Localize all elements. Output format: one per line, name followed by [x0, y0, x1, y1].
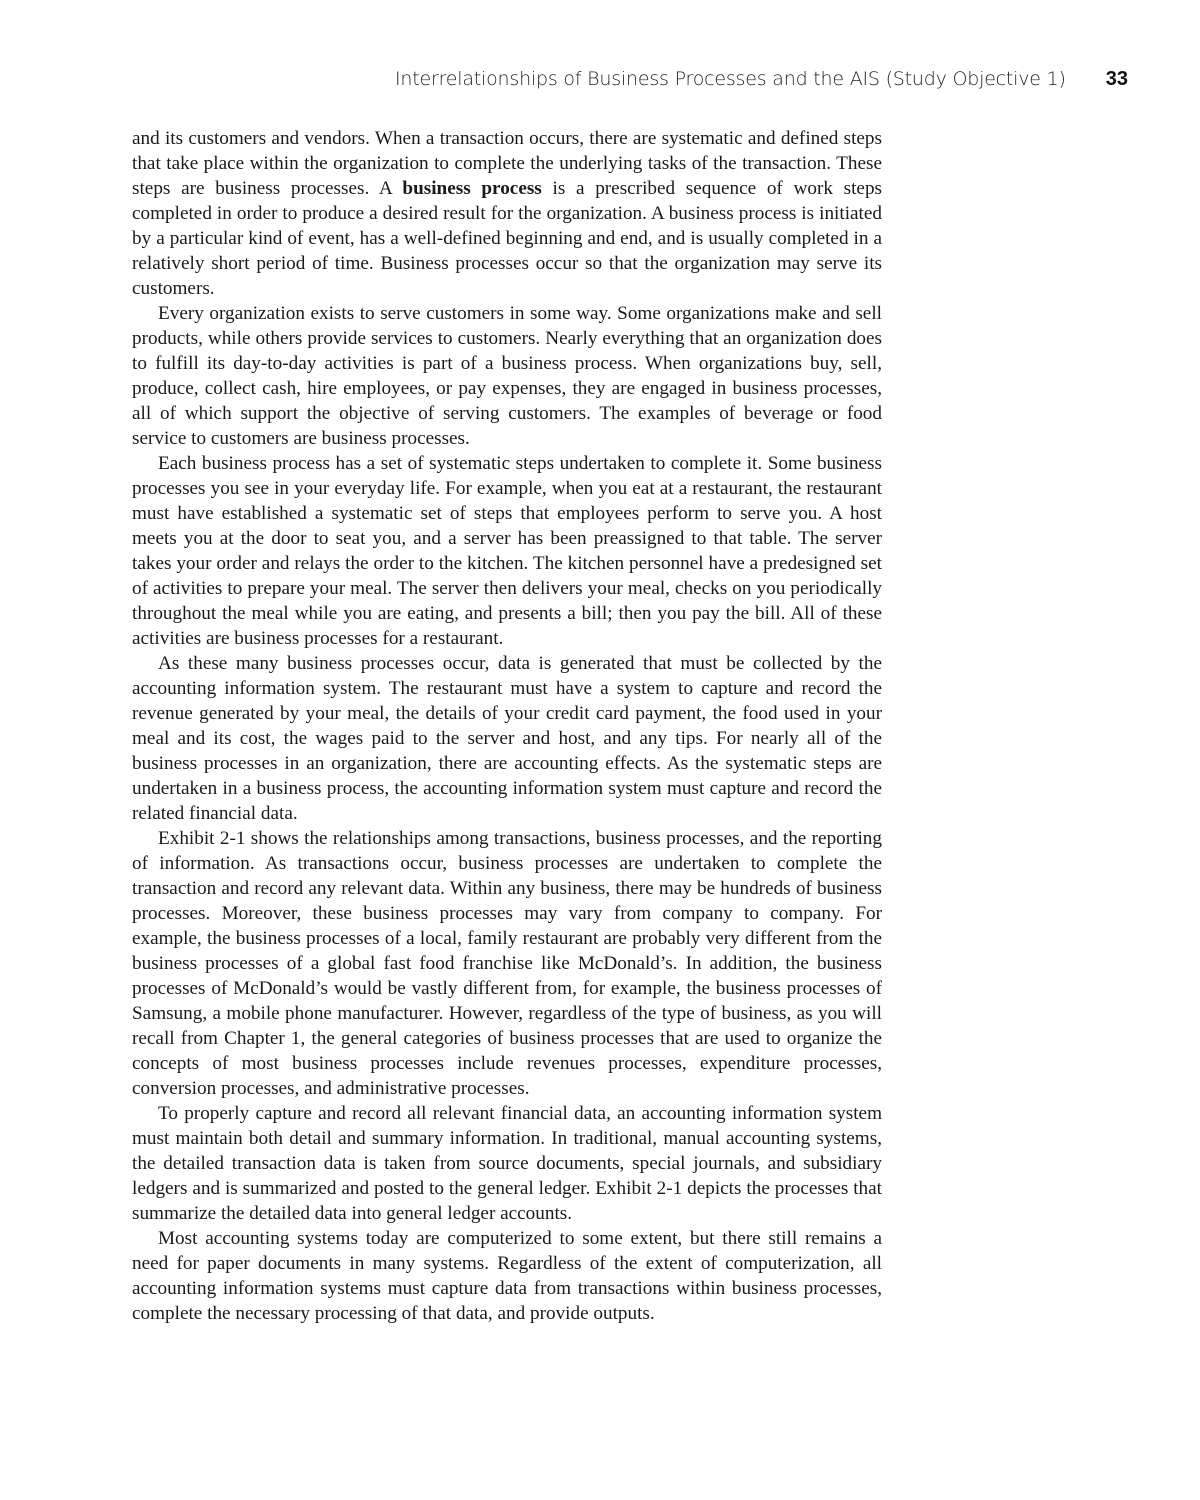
- running-header: [394, 68, 1128, 100]
- paragraph-7: Most accounting systems today are computerized to some extent, but there still remains a need for paper documents in many systems. Regardless of the extent of computerization, all accounting information systems must capture data from transactions within business processes, complete the necessary processing of that data, and provide outputs.: [132, 1228, 882, 1324]
- body-text: [132, 126, 882, 1326]
- paragraph-3: Each business process has a set of systematic steps undertaken to complete it. Some business processes you see in your everyday life. For example, when you eat at a restaurant, the restaurant must have established a systematic set of steps that employees perform to serve you. A host meets you at the door to seat you, and a server has been preassigned to that table. The server takes your order and relays the order to the kitchen. The kitchen personnel have a predesigned set of activities to prepare your meal. The server then delivers your meal, checks on you periodically throughout the meal while you are eating, and presents a bill; then you pay the bill. All of these activities are business processes for a restaurant.: [132, 453, 882, 649]
- key-term-business-process: business process: [402, 178, 542, 199]
- running-header-title: Interrelationships of Business Processes and the AIS (Study Objective 1): [394, 68, 1066, 90]
- paragraph-5: Exhibit 2-1 shows the relationships among transactions, business processes, and the reporting of information. As transactions occur, business processes are undertaken to complete the transaction and record any relevant data. Within any business, there may be hundreds of business processes. Moreover, these business processes may vary from company to company. For example, the business processes of a local, family restaurant are probably very different from the business processes of a global fast food franchise like McDonald’s. In addition, the business processes of McDonald’s would be vastly different from, for example, the business processes of Samsung, a mobile phone manufacturer. However, regardless of the type of business, as you will recall from Chapter 1, the general categories of business processes that are used to organize the concepts of most business processes include revenues processes, expenditure processes, conversion processes, and administrative processes.: [132, 828, 882, 1099]
- paragraph-6: To properly capture and record all relevant financial data, an accounting information system must maintain both detail and summary information. In traditional, manual accounting systems, the detailed transaction data is taken from source documents, special journals, and subsidiary ledgers and is summarized and posted to the general ledger. Exhibit 2-1 depicts the processes that summarize the detailed data into general ledger accounts.: [132, 1103, 882, 1224]
- paragraph-1-before: and its customers and vendors. When a transaction occurs, there are systematic and defined steps that take place within the organization to complete the underlying tasks of the transaction. These steps are business processes. A: [132, 128, 882, 199]
- paragraph-4: As these many business processes occur, data is generated that must be collected by the accounting information system. The restaurant must have a system to capture and record the revenue generated by your meal, the details of your credit card payment, the food used in your meal and its cost, the wages paid to the server and host, and any tips. For nearly all of the business processes in an organization, there are accounting effects. As the systematic steps are undertaken in a business process, the accounting information system must capture and record the related financial data.: [132, 653, 882, 824]
- paragraph-2: Every organization exists to serve customers in some way. Some organizations make and sell products, while others provide services to customers. Nearly everything that an organization does to fulfill its day-to-day activities is part of a business process. When organizations buy, sell, produce, collect cash, hire employees, or pay expenses, they are engaged in business processes, all of which support the objective of serving customers. The examples of beverage or food service to customers are business processes.: [132, 303, 882, 449]
- page-number: 33: [1105, 68, 1128, 90]
- paragraph-1: [132, 126, 882, 301]
- paragraph-1-after: is a prescribed sequence of work steps completed in order to produce a desired result for the organization. A business process is initiated by a particular kind of event, has a well-defined beginning and end, and is usually completed in a relatively short period of time. Business processes occur so that the organization may serve its customers.: [132, 178, 883, 299]
